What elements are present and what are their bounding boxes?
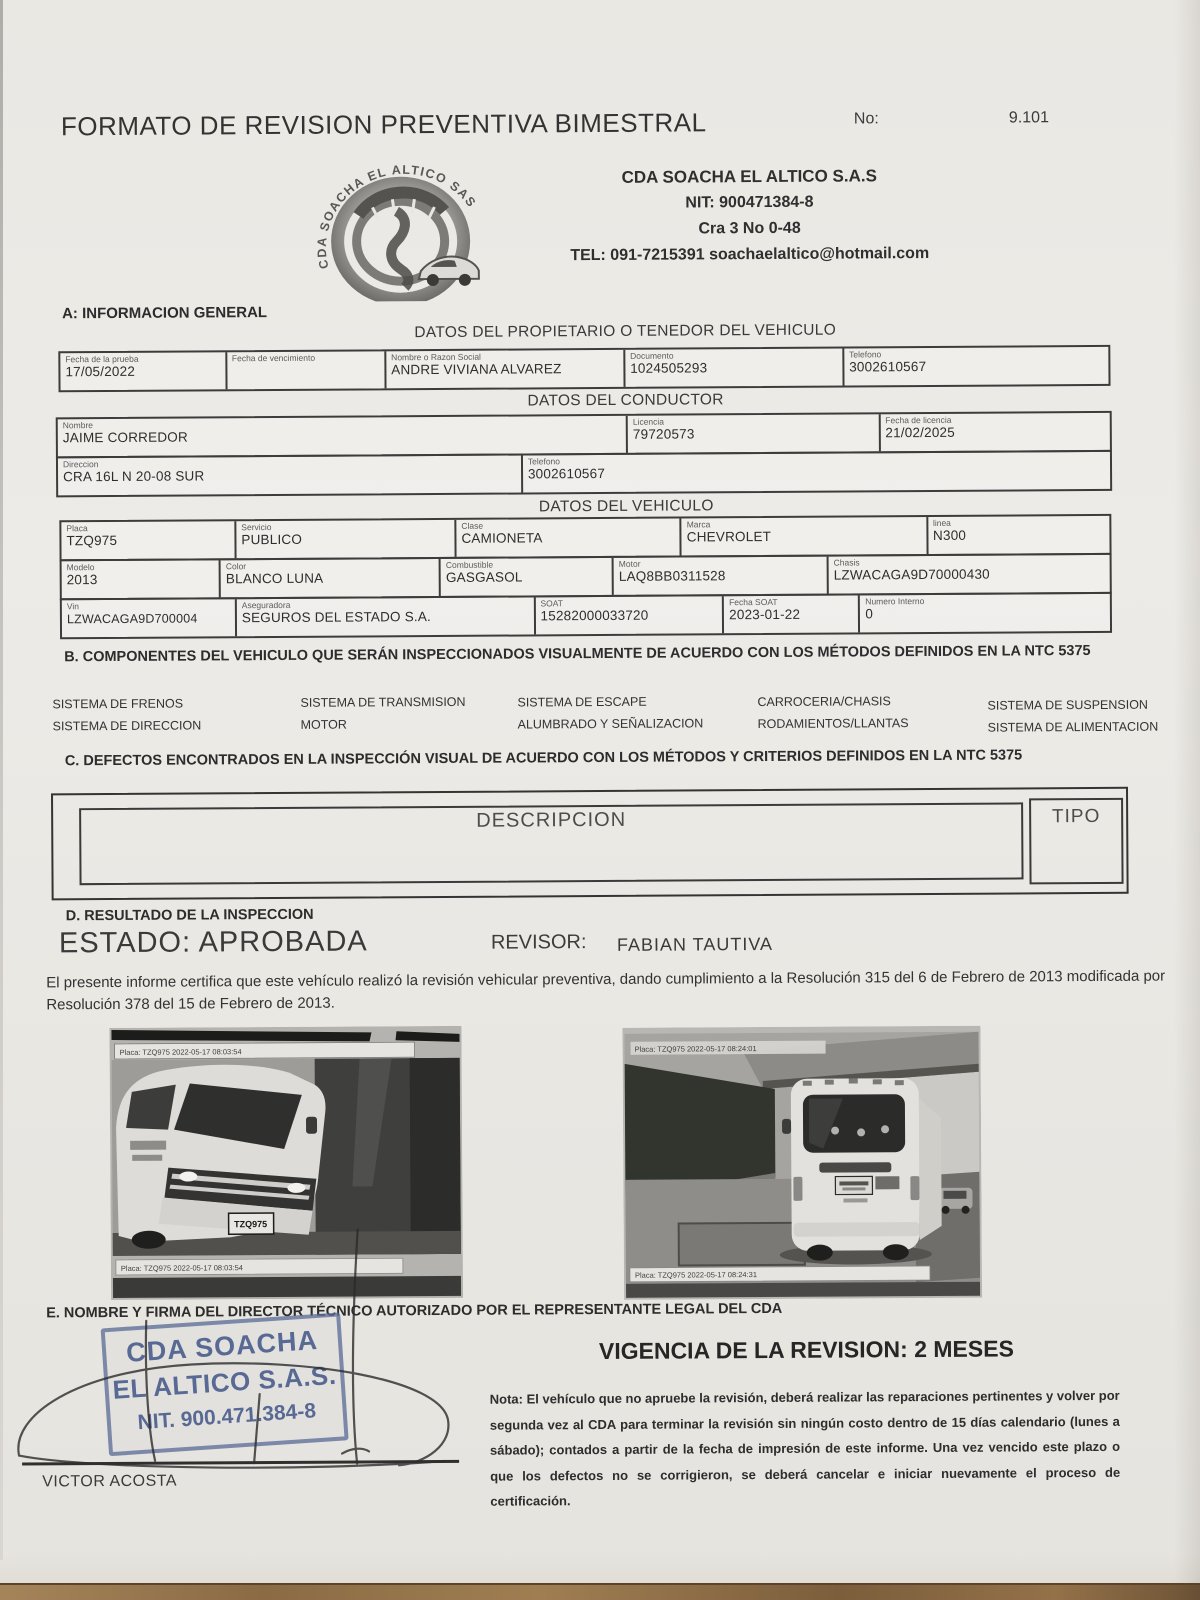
revisor-label: REVISOR:: [490, 931, 587, 954]
section-d-heading: D. RESULTADO DE LA INSPECCION: [65, 906, 314, 925]
vigencia-text: VIGENCIA DE LA REVISION: 2 MESES: [598, 1335, 1014, 1365]
field-aseguradora: Aseguradora SEGUROS DEL ESTADO S.A.: [235, 597, 534, 636]
field-licencia: Licencia 79720573: [626, 414, 879, 453]
certification-text: El presente informe certifica que este vehículo realizó la revisión vehicular preventiva, dando cumplimiento a la Resolución 315 del 6 de Febrero de 2013 modificada por Resolución 378 del 15 de Febrero de 2013.: [46, 967, 1166, 1013]
field-telefono-propietario: Telefono 3002610567: [842, 347, 1108, 386]
revisor-name: FABIAN TAUTIVA: [616, 933, 774, 955]
field-vin: Vin LZWACAGA9D700004: [66, 601, 198, 627]
photo-rear-caption-bottom: Placa: TZQ975 2022-05-17 08:24:31: [634, 1270, 758, 1280]
section-b-heading: B. COMPONENTES DEL VEHICULO QUE SERÁN INSPECCIONADOS VISUALMENTE DE ACUERDO CON LOS MÉTODOS DEFINIDOS EN LA NTC 5375: [64, 643, 1091, 666]
company-name: CDA SOACHA EL ALTICO S.A.S: [621, 166, 877, 187]
components-col-2: SISTEMA DE TRANSMISION MOTOR: [300, 694, 466, 732]
components-col-5: SISTEMA DE SUSPENSION SISTEMA DE ALIMENTACION: [987, 697, 1159, 735]
vehicle-photo-rear: [622, 1026, 982, 1300]
field-placa: Placa TZQ975: [66, 523, 118, 549]
nota-text: Nota: El vehículo que no apruebe la revisión, deberá realizar las reparaciones pertinentes y volver por segunda vez al CDA para terminar la revisión sin ningún costo dentro de 15 días calendario (lunes a sábado); contados a partir de la fecha de impresión de este informe. Una vez vencido este plazo o que los defectos no se corrigieron, se deberá cancelar e iniciar nuevamente el proceso de certificación.: [489, 1387, 1121, 1509]
driver-table: [56, 411, 1112, 497]
field-motor: Motor LAQ8BB0311528: [612, 557, 827, 595]
company-block: [514, 163, 985, 270]
defects-box: [51, 787, 1129, 901]
logo-arc-text: CDA SOACHA EL ALTICO SAS: [314, 162, 480, 271]
tipo-header: TIPO: [1051, 805, 1101, 828]
field-fecha-prueba: Fecha de la prueba 17/05/2022: [65, 353, 139, 380]
field-fecha-licencia: Fecha de licencia 21/02/2025: [878, 413, 1110, 451]
field-direccion: Direccion CRA 16L N 20-08 SUR: [62, 459, 205, 485]
vehicle-table-title: DATOS DEL VEHICULO: [538, 497, 714, 516]
components-col-1: SISTEMA DE FRENOS SISTEMA DE DIRECCION: [52, 696, 202, 734]
field-razon-social: Nombre o Razon Social ANDRE VIVIANA ALVAREZ: [384, 350, 623, 388]
field-fecha-soat: Fecha SOAT 2023-01-22: [722, 595, 858, 633]
desk-surface: [0, 1583, 1200, 1600]
estado-result: ESTADO: APROBADA: [58, 925, 368, 960]
form-title: FORMATO DE REVISION PREVENTIVA BIMESTRAL: [60, 107, 707, 142]
field-color: Color BLANCO LUNA: [219, 559, 439, 597]
signature-strokes: [6, 1201, 488, 1494]
field-telefono-conductor: Telefono 3002610567: [521, 452, 1110, 493]
defects-tipo-box: [1029, 798, 1124, 885]
field-soat: SOAT 15282000033720: [533, 596, 722, 634]
signer-name: VICTOR ACOSTA: [42, 1472, 178, 1491]
field-numero-interno: Numero Interno 0: [858, 594, 1110, 633]
company-logo-emblem: [292, 149, 505, 302]
photo-front-caption-top: Placa: TZQ975 2022-05-17 08:03:54: [119, 1047, 242, 1057]
components-col-3: SISTEMA DE ESCAPE ALUMBRADO Y SEÑALIZACION: [517, 694, 704, 732]
field-modelo: Modelo 2013: [66, 562, 98, 588]
components-col-4: CARROCERIA/CHASIS RODAMIENTOS/LLANTAS: [757, 694, 909, 732]
owner-table: [58, 345, 1110, 392]
form-number-value: 9.101: [1008, 109, 1049, 127]
vehicle-table: [59, 514, 1112, 639]
section-e-heading: E. NOMBRE Y FIRMA DEL DIRECTOR TÉCNICO AUTORIZADO POR EL REPRESENTANTE LEGAL DEL CDA: [46, 1300, 783, 1322]
form-number-label: No:: [853, 110, 879, 128]
driver-table-title: DATOS DEL CONDUCTOR: [527, 391, 724, 410]
company-nit: NIT: 900471384-8: [685, 193, 814, 212]
company-address: Cra 3 No 0-48: [698, 219, 801, 238]
field-linea: linea N300: [926, 516, 1110, 554]
photo-front-caption-bottom: Placa: TZQ975 2022-05-17 08:03:54: [120, 1263, 243, 1273]
defects-descripcion-box: [79, 802, 1023, 885]
field-fecha-vencimiento: Fecha de vencimiento: [225, 351, 385, 389]
field-documento: Documento 1024505293: [623, 349, 842, 387]
section-c-heading: C. DEFECTOS ENCONTRADOS EN LA INSPECCIÓN VISUAL DE ACUERDO CON LOS MÉTODOS Y CRITERIOS DEFINIDOS EN LA NTC 5375: [64, 747, 1023, 770]
field-marca: Marca CHEVROLET: [680, 517, 926, 556]
company-stamp: CDA SOACHA EL ALTICO S.A.S. NIT. 900.471.384-8: [101, 1312, 349, 1456]
descripcion-header: DESCRIPCION: [476, 808, 627, 832]
field-combustible: Combustible GASGASOL: [439, 558, 612, 596]
owner-table-title: DATOS DEL PROPIETARIO O TENEDOR DEL VEHICULO: [414, 321, 837, 342]
field-servicio: Servicio PUBLICO: [234, 520, 454, 558]
company-tel: TEL: 091-7215391 soachaelaltico@hotmail.com: [570, 244, 930, 265]
photo-rear-caption-top: Placa: TZQ975 2022-05-17 08:24:01: [634, 1044, 757, 1054]
section-a-heading: A: INFORMACION GENERAL: [62, 304, 268, 323]
rear-license-plate: [835, 1176, 872, 1194]
field-nombre-conductor: Nombre JAIME CORREDOR: [62, 420, 188, 446]
field-clase: Clase CAMIONETA: [454, 519, 680, 557]
svg-text:TZQ975: TZQ975: [234, 1219, 268, 1230]
field-chasis: Chasis LZWACAGA9D70000430: [827, 555, 1110, 594]
